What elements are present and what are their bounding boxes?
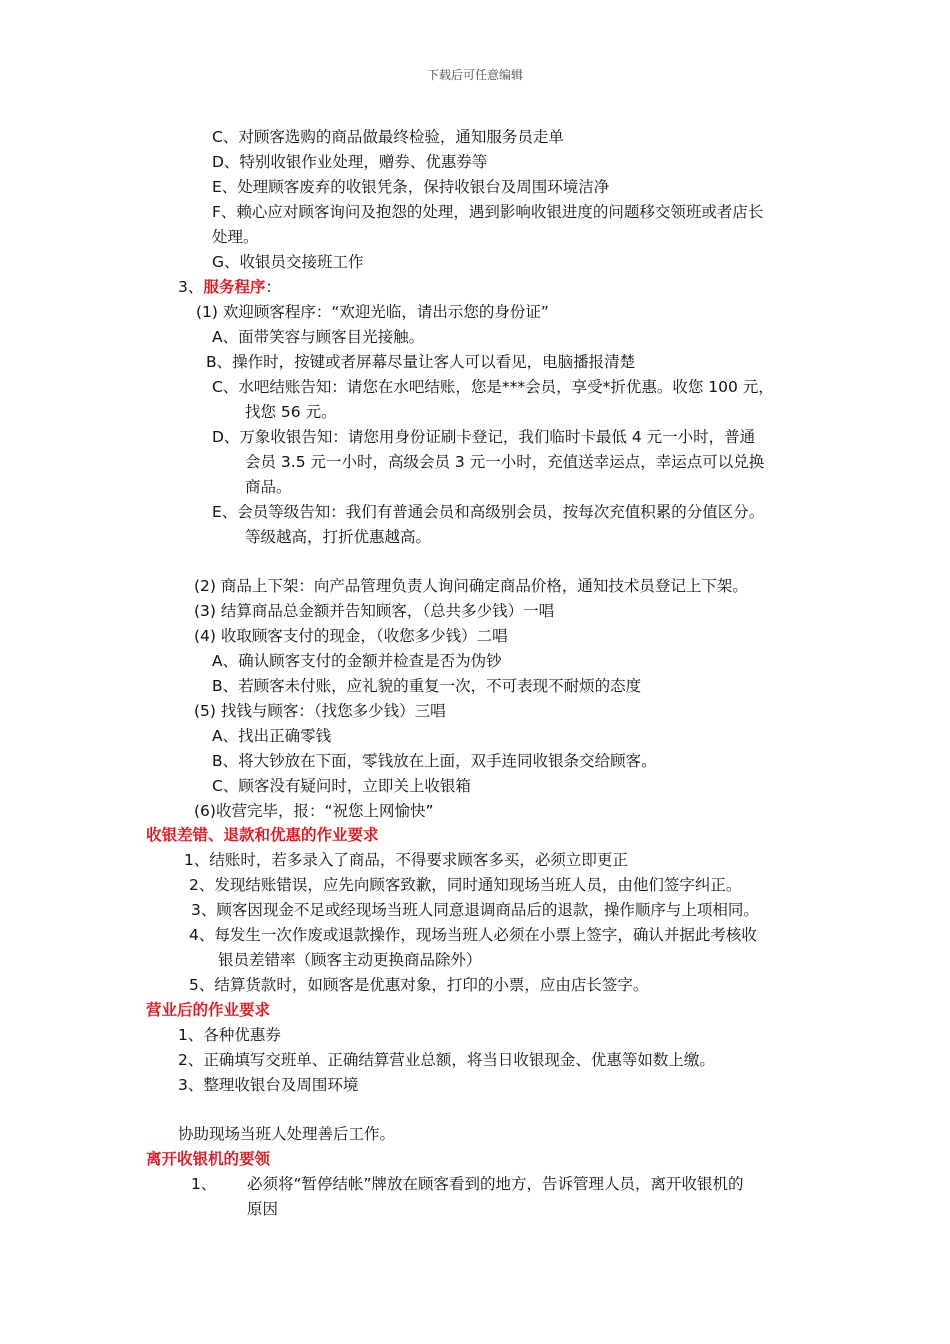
text-line: 找您 56 元。 xyxy=(245,403,337,421)
text-line: B、若顾客未付账，应礼貌的重复一次，不可表现不耐烦的态度 xyxy=(212,677,642,695)
page-header: 下载后可任意编辑 xyxy=(426,68,523,82)
text-line: 4、每发生一次作废或退款操作，现场当班人必须在小票上签字，确认并据此考核收 xyxy=(189,926,757,944)
text-line: 2、发现结账错误，应先向顾客致歉，同时通知现场当班人员，由他们签字纠正。 xyxy=(189,876,742,894)
text-line: D、万象收银告知：请您用身份证刷卡登记，我们临时卡最低 4 元一小时，普通 xyxy=(212,428,756,446)
text-line: F、赖心应对顾客询问及抱怨的处理，遇到影响收银进度的问题移交领班或者店长 xyxy=(212,203,764,221)
text-line: (6)收营完毕，报：“祝您上网愉快” xyxy=(194,802,434,820)
text-line: 处理。 xyxy=(212,228,259,246)
text-line: (5) 找钱与顾客：（找您多少钱）三唱 xyxy=(194,702,446,720)
text-line: B、将大钞放在下面，零钱放在上面，双手连同收银条交给顾客。 xyxy=(212,752,657,770)
text-line: 1、各种优惠券 xyxy=(178,1026,281,1044)
text-line: A、确认顾客支付的金额并检查是否为伪钞 xyxy=(212,652,502,670)
text-line: 必须将“暂停结帐”牌放在顾客看到的地方，告诉管理人员，离开收银机的 xyxy=(247,1175,744,1193)
text-line: B、操作时，按键或者屏幕尽量让客人可以看见，电脑播报清楚 xyxy=(206,353,636,371)
text-line: 原因 xyxy=(247,1200,279,1218)
section-heading: 收银差错、退款和优惠的作业要求 xyxy=(146,826,379,844)
text-line: A、找出正确零钱 xyxy=(212,727,332,745)
section-colon: ： xyxy=(265,278,281,296)
text-line: C、对顾客选购的商品做最终检验，通知服务员走单 xyxy=(212,128,564,146)
section-heading-line xyxy=(178,276,281,298)
text-line: (4) 收取顾客支付的现金，（收您多少钱）二唱 xyxy=(194,627,508,645)
text-line: 3、顾客因现金不足或经现场当班人同意退调商品后的退款，操作顺序与上项相同。 xyxy=(191,901,759,919)
section-number: 3、 xyxy=(178,278,204,296)
text-line: (1) 欢迎顾客程序：“欢迎光临，请出示您的身份证” xyxy=(196,303,549,321)
text-line: D、特别收银作业处理，赠券、优惠券等 xyxy=(212,153,488,171)
text-line: 1、结账时，若多录入了商品，不得要求顾客多买，必须立即更正 xyxy=(184,851,628,869)
text-line: G、收银员交接班工作 xyxy=(212,253,364,271)
section-heading: 离开收银机的要领 xyxy=(146,1150,271,1168)
list-number: 1、 xyxy=(191,1175,217,1193)
text-line: (3) 结算商品总金额并告知顾客，（总共多少钱）一唱 xyxy=(194,602,555,620)
text-line: 等级越高，打折优惠越高。 xyxy=(245,528,432,546)
text-line: A、面带笑容与顾客目光接触。 xyxy=(212,328,425,346)
text-line: 会员 3.5 元一小时，高级会员 3 元一小时，充值送幸运点，幸运点可以兑换 xyxy=(245,453,765,471)
section-heading: 营业后的作业要求 xyxy=(146,1001,271,1019)
text-line: 银员差错率（顾客主动更换商品除外） xyxy=(218,951,482,969)
text-line: C、顾客没有疑问时，立即关上收银箱 xyxy=(212,777,471,795)
section-heading: 服务程序 xyxy=(203,278,266,296)
text-line: E、处理顾客废弃的收银凭条，保持收银台及周围环境洁净 xyxy=(212,178,610,196)
text-line: 2、正确填写交班单、正确结算营业总额，将当日收银现金、优惠等如数上缴。 xyxy=(178,1051,715,1069)
text-line: E、会员等级告知：我们有普通会员和高级别会员，按每次充值积累的分值区分。 xyxy=(212,503,765,521)
text-line: C、水吧结账告知：请您在水吧结账，您是***会员，享受*折优惠。收您 100 元， xyxy=(212,378,774,396)
text-line: (2) 商品上下架：向产品管理负责人询问确定商品价格，通知技术员登记上下架。 xyxy=(194,577,748,595)
text-line: 5、结算货款时，如顾客是优惠对象，打印的小票，应由店长签字。 xyxy=(189,976,649,994)
text-line: 3、整理收银台及周围环境 xyxy=(178,1076,359,1094)
text-line: 协助现场当班人处理善后工作。 xyxy=(178,1125,396,1143)
text-line: 商品。 xyxy=(245,478,292,496)
